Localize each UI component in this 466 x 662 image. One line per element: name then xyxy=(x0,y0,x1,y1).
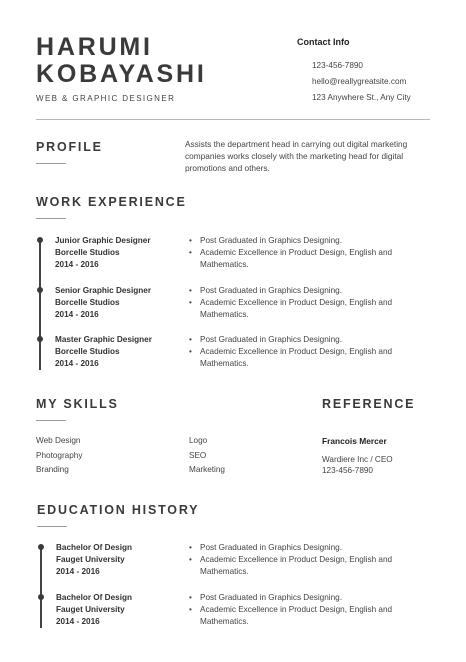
work-bullets xyxy=(189,235,429,272)
work-entry xyxy=(55,334,152,371)
work-entry xyxy=(55,285,151,322)
skills-heading: MY SKILLS xyxy=(36,397,119,411)
timeline-dot xyxy=(38,544,44,550)
education-timeline-line xyxy=(40,548,42,628)
skill-item: Marketing xyxy=(189,465,225,474)
skill-item: Web Design xyxy=(36,436,81,445)
bullet-item: • Academic Excellence in Product Design, English and Mathematics. xyxy=(189,346,429,370)
education-underline xyxy=(37,526,67,527)
profile-underline xyxy=(36,163,66,164)
work-timeline-line xyxy=(39,240,41,370)
reference-role: Wardiere Inc / CEO xyxy=(322,455,393,464)
candidate-name xyxy=(36,34,207,88)
work-bullets xyxy=(189,285,429,322)
work-entry xyxy=(55,235,151,272)
profile-text: Assists the department head in carrying out digital marketing companies works closely with the marketing head for digital promotions and others. xyxy=(185,139,408,173)
education-entry xyxy=(56,592,132,629)
work-company: Borcelle Studios xyxy=(55,298,120,308)
work-experience-heading: WORK EXPERIENCE xyxy=(36,195,187,209)
work-title: Junior Graphic Designer xyxy=(55,236,151,245)
work-company: Borcelle Studios xyxy=(55,347,120,357)
education-entry xyxy=(56,542,132,579)
skill-item: Logo xyxy=(189,436,208,445)
header-divider xyxy=(36,119,430,120)
work-years: 2014 - 2016 xyxy=(55,260,99,270)
work-company: Borcelle Studios xyxy=(55,248,120,258)
bullet-item: • Academic Excellence in Product Design, English and Mathematics. xyxy=(189,297,429,321)
profile-heading: PROFILE xyxy=(36,140,103,154)
education-bullets xyxy=(189,542,429,579)
skill-item: Branding xyxy=(36,465,69,474)
skill-item: SEO xyxy=(189,451,207,460)
contact-phone: 123-456-7890 xyxy=(312,61,363,70)
bullet-item: • Post Graduated in Graphics Designing. xyxy=(189,334,429,346)
education-title: Bachelor Of Design xyxy=(56,543,132,552)
education-title: Bachelor Of Design xyxy=(56,593,132,602)
bullet-item: • Post Graduated in Graphics Designing. xyxy=(189,592,429,604)
contact-address: 123 Anywhere St., Any City xyxy=(312,93,411,102)
skill-item: Photography xyxy=(36,451,83,460)
bullet-item: • Academic Excellence in Product Design, English and Mathematics. xyxy=(189,604,429,628)
education-school: Fauget University xyxy=(56,605,125,615)
reference-heading: REFERENCE xyxy=(322,397,416,411)
job-title: WEB & GRAPHIC DESIGNER xyxy=(36,94,176,103)
contact-info-heading: Contact Info xyxy=(297,37,350,47)
education-school: Fauget University xyxy=(56,555,125,565)
bullet-item: • Post Graduated in Graphics Designing. xyxy=(189,235,429,247)
work-title: Master Graphic Designer xyxy=(55,335,152,344)
bullet-item: • Post Graduated in Graphics Designing. xyxy=(189,542,429,554)
last-name: KOBAYASHI xyxy=(36,60,207,88)
timeline-dot xyxy=(37,336,43,342)
work-experience-underline xyxy=(36,218,66,219)
bullet-item: • Academic Excellence in Product Design, English and Mathematics. xyxy=(189,554,429,578)
work-years: 2014 - 2016 xyxy=(55,359,99,369)
first-name: HARUMI xyxy=(36,33,153,61)
education-bullets xyxy=(189,592,429,629)
education-years: 2014 - 2016 xyxy=(56,567,100,577)
reference-phone: 123-456-7890 xyxy=(322,466,373,475)
work-years: 2014 - 2016 xyxy=(55,310,99,320)
work-title: Senior Graphic Designer xyxy=(55,286,152,295)
bullet-item: • Academic Excellence in Product Design, English and Mathematics. xyxy=(189,247,429,271)
reference-name: Francois Mercer xyxy=(322,436,387,446)
contact-email: hello@reallygreatsite.com xyxy=(312,77,407,86)
timeline-dot xyxy=(37,237,43,243)
timeline-dot xyxy=(37,287,43,293)
work-bullets xyxy=(189,334,429,371)
education-years: 2014 - 2016 xyxy=(56,617,100,627)
bullet-item: • Post Graduated in Graphics Designing. xyxy=(189,285,429,297)
education-heading: EDUCATION HISTORY xyxy=(37,503,200,517)
skills-underline xyxy=(36,420,66,421)
timeline-dot xyxy=(38,594,44,600)
